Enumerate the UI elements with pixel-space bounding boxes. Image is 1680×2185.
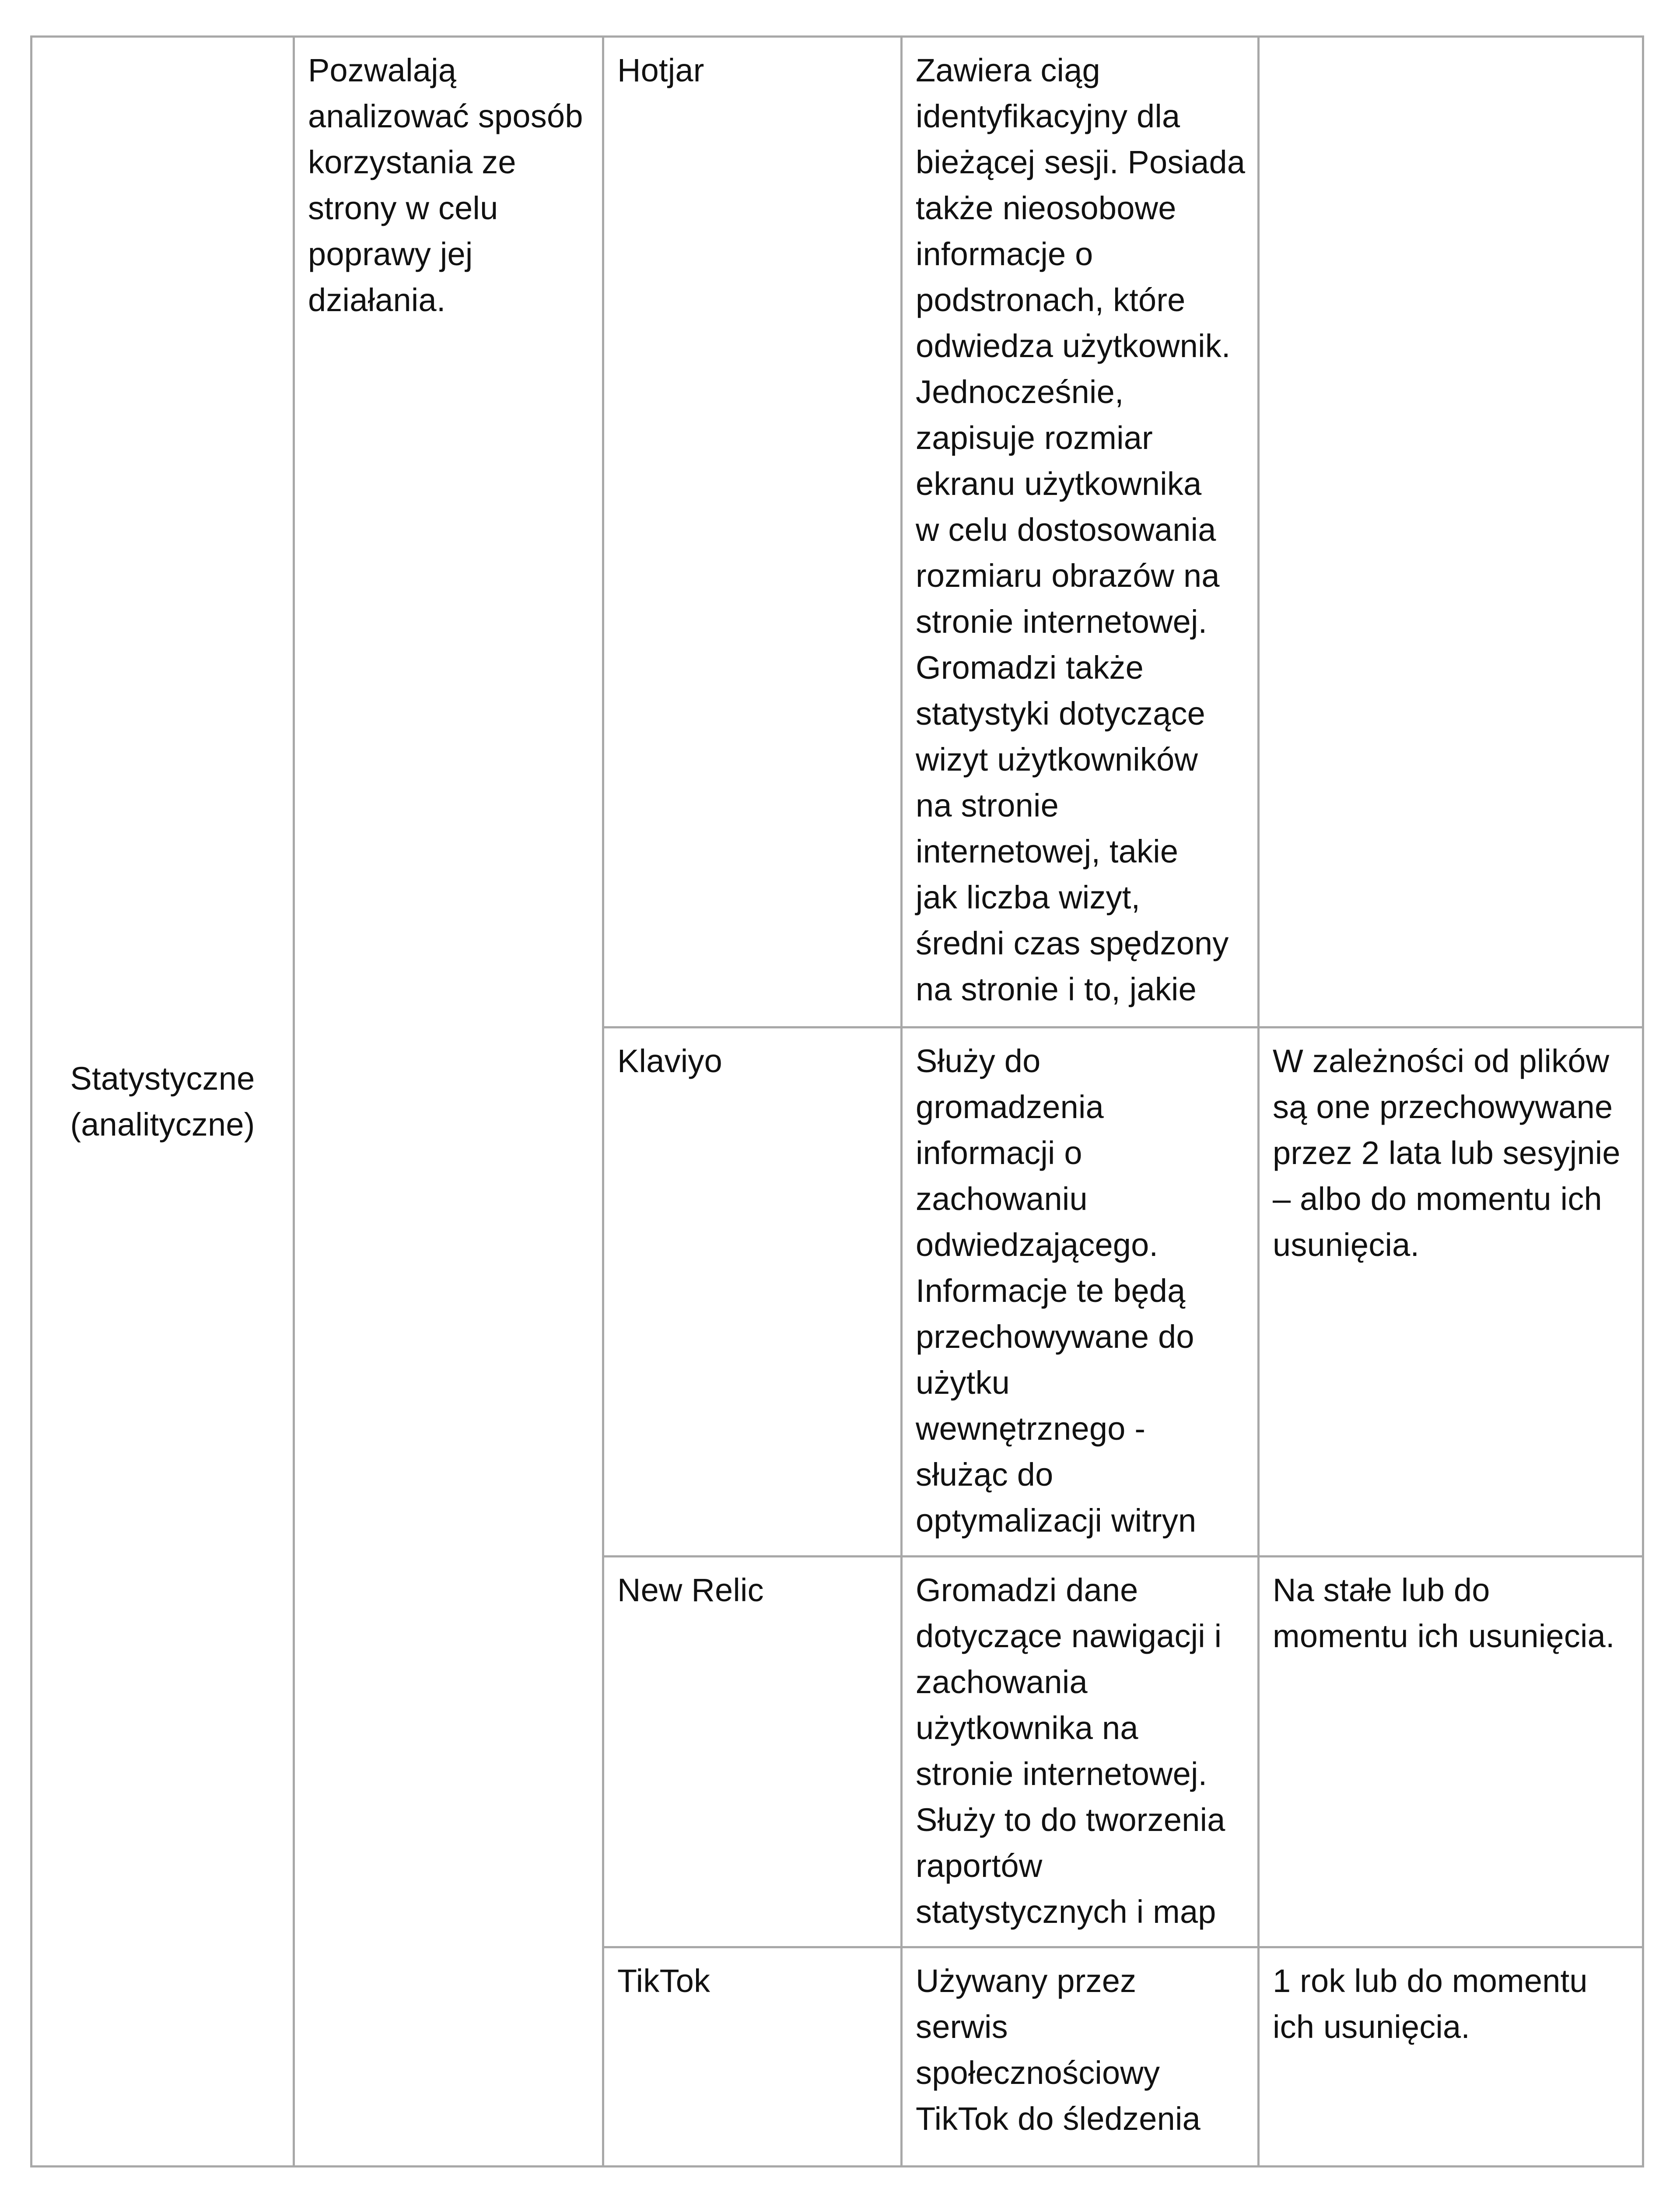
- provider-name: Klaviyo: [617, 1043, 722, 1079]
- provider-cell: [604, 38, 900, 1026]
- purpose-text: Pozwalają analizować sposób korzystania ze strony w celu poprawy jej działania.: [308, 52, 583, 318]
- description-cell: [903, 38, 1257, 1026]
- description-text: Używany przez serwis społecznościowy TikTok do śledzenia: [916, 1963, 1200, 2137]
- description-text: Zawiera ciąg identyfikacyjny dla bieżącej sesji. Posiada także nieosobowe informacje o podstronach, które odwiedza użytkownik. Jednocześnie, zapisuje rozmiar ekranu użytkownika w celu dostosowania rozmiaru obrazów na stronie internetowej. Gromadzi także statystyki dotyczące wizyt użytkowników na stronie internetowej, takie jak liczba wizyt, średni czas spędzony na stronie i to, jakie: [916, 52, 1246, 1007]
- description-cell: [903, 1557, 1257, 1946]
- provider-name: New Relic: [617, 1572, 764, 1608]
- retention-text: 1 rok lub do momentu ich usunięcia.: [1273, 1963, 1588, 2045]
- category-cell: [32, 38, 293, 2165]
- retention-cell: [1260, 1028, 1642, 1555]
- provider-cell: [604, 1028, 900, 1555]
- retention-cell: [1260, 1948, 1642, 2165]
- description-text: Gromadzi dane dotyczące nawigacji i zachowania użytkownika na stronie internetowej. Służy to do tworzenia raportów statystycznych i map: [916, 1572, 1225, 1930]
- retention-text: Na stałe lub do momentu ich usunięcia.: [1273, 1572, 1615, 1654]
- category-label: Statystyczne (analityczne): [70, 1060, 255, 1143]
- provider-cell: [604, 1948, 900, 2165]
- provider-name: Hotjar: [617, 52, 704, 88]
- description-text: Służy do gromadzenia informacji o zachowaniu odwiedzającego. Informacje te będą przechowywane do użytku wewnętrznego - służąc do optymalizacji witryn: [916, 1043, 1197, 1539]
- retention-text: W zależności od plików są one przechowywane przez 2 lata lub sesyjnie – albo do momentu ich usunięcia.: [1273, 1043, 1620, 1263]
- provider-name: TikTok: [617, 1963, 710, 1999]
- description-cell: [903, 1948, 1257, 2165]
- retention-cell: [1260, 38, 1642, 1026]
- provider-cell: [604, 1557, 900, 1946]
- description-cell: [903, 1028, 1257, 1555]
- retention-cell: [1260, 1557, 1642, 1946]
- purpose-cell: [295, 38, 602, 2165]
